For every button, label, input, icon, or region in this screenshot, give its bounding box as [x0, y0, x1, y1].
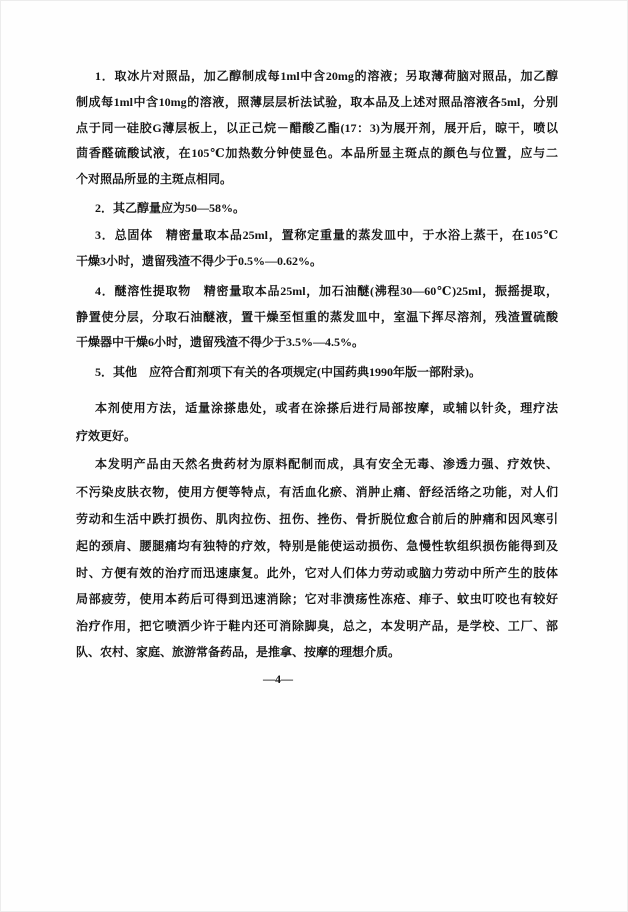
text-line: 起的颈肩、腰腿痛均有独特的疗效，特别是能使运动损伤、急慢性软组织损伤能得到及 — [76, 539, 558, 553]
text-line: 3．总固体 精密量取本品25ml，置称定重量的蒸发皿中，于水浴上蒸干，在105℃ — [95, 228, 558, 242]
text-line: 干燥3小时，遗留残渣不得少于0.5%—0.62%。 — [76, 254, 323, 268]
text-line: 5．其他 应符合酊剂项下有关的各项规定(中国药典1990年版一部附录)。 — [95, 365, 481, 379]
text-line: 不污染皮肤衣物，使用方便等特点，有活血化瘀、消肿止痛、舒经活络之功能，对人们 — [76, 485, 558, 499]
text-line: 疗效更好。 — [76, 429, 137, 443]
text-line: 2．其乙醇量应为50—58%。 — [95, 201, 246, 215]
text-line: 茴香醛硫酸试液，在105℃加热数分钟使显色。本品所显主斑点的颜色与位置，应与二 — [76, 146, 558, 160]
text-line: 治疗作用，把它喷洒少许于鞋内还可消除脚臭，总之，本发明产品，是学校、工厂、部 — [76, 619, 558, 633]
text-line: 个对照品所显的主斑点相同。 — [76, 172, 233, 186]
text-line: 本剂使用方法，适量涂搽患处，或者在涂搽后进行局部按摩，或辅以针灸，理疗法 — [95, 401, 558, 415]
text-line: 1．取冰片对照品，加乙醇制成每1ml中含20mg的溶液；另取薄荷脑对照品，加乙醇 — [95, 69, 558, 83]
text-line: 4．醚溶性提取物 精密量取本品25ml，加石油醚(沸程30—60℃)25ml，振摇提取， — [95, 284, 558, 298]
text-line: 队、农村、家庭、旅游常备药品，是推拿、按摩的理想介质。 — [76, 645, 401, 659]
page-number: —4— — [263, 672, 293, 686]
text-line: 干燥器中干燥6小时，遗留残渣不得少于3.5%—4.5%。 — [76, 335, 365, 349]
text-line: 时、方便有效的治疗而迅速康复。此外，它对人们体力劳动或脑力劳动中所产生的肢体 — [76, 566, 558, 580]
text-line: 静置使分层，分取石油醚液，置干燥至恒重的蒸发皿中，室温下挥尽溶剂，残渣置硫酸 — [76, 310, 558, 324]
text-line: 局部疲劳，使用本药后可得到迅速消除；它对非溃疡性冻疮、痱子、蚊虫叮咬也有较好 — [76, 592, 558, 606]
text-line: 点于同一硅胶G薄层板上，以正己烷－醋酸乙酯(17：3)为展开剂，展开后，晾干，喷以 — [76, 121, 558, 135]
text-line: 劳动和生活中跌打损伤、肌肉拉伤、扭伤、挫伤、骨折脱位愈合前后的肿痛和因风寒引 — [76, 512, 558, 526]
text-line: 制成每1ml中含10mg的溶液，照薄层层析法试验，取本品及上述对照品溶液各5ml，分别 — [76, 95, 558, 109]
text-line: 本发明产品由天然名贵药材为原料配制而成，具有安全无毒、渗透力强、疗效快、 — [95, 457, 558, 471]
